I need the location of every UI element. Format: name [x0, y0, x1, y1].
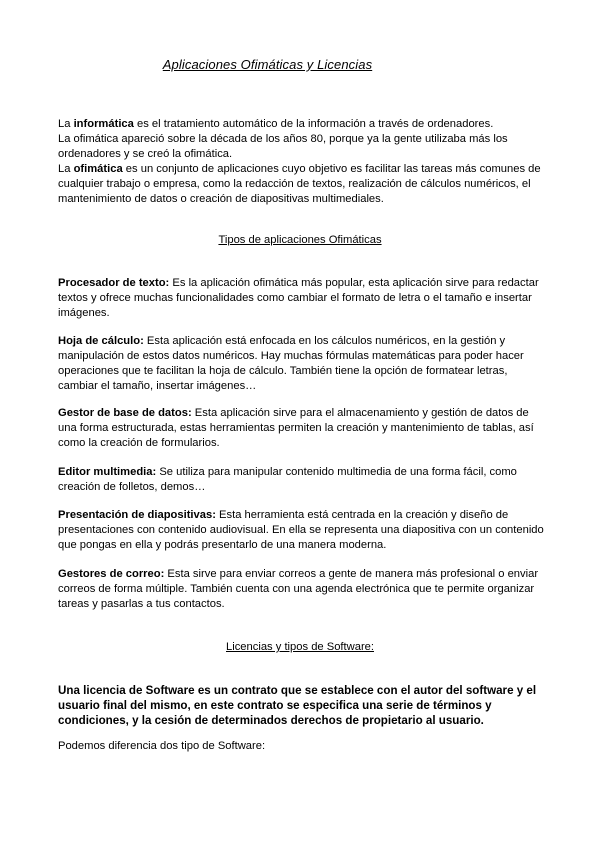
software-types-intro: Podemos diferencia dos tipo de Software: — [58, 740, 266, 752]
intro-block — [58, 117, 548, 207]
intro-p1-text: es el tratamiento automático de la información a través de ordenadores. — [133, 118, 494, 130]
section-mail-managers — [58, 567, 548, 612]
section-word-processor — [58, 276, 548, 321]
section-text: Esta herramienta está centrada en la creación y diseño de presentaciones con contenido audiovisual. En ella se representa una diapositiva con un contenido que pongas en ella y podrás presentarlo de una manera moderna. — [58, 509, 544, 551]
section-multimedia-editor — [58, 465, 548, 495]
intro-p3-prefix: La — [58, 163, 74, 175]
section-text: Se utiliza para manipular contenido multimedia de una forma fácil, como creación de folletos, demos… — [58, 466, 517, 493]
document-title-text: Aplicaciones Ofimáticas y Licencias — [162, 57, 373, 72]
intro-paragraph-1 — [58, 117, 548, 132]
section-text: Esta sirve para enviar correos a gente de manera más profesional o enviar correos de forma múltiple. También cuenta con una agenda electrónica que te permite organizar tareas y pasarlas a tus contactos. — [58, 568, 539, 610]
intro-paragraph-3 — [58, 162, 548, 207]
section-term: Hoja de cálculo: — [58, 335, 144, 347]
heading-licenses: Licencias y tipos de Software: — [226, 641, 374, 653]
section-text: Es la aplicación ofimática más popular, esta aplicación sirve para redactar textos y ofrece muchas funcionalidades como cambiar el formato de letra o el tamaño e insertar imágenes. — [58, 277, 539, 319]
heading-application-types: Tipos de aplicaciones Ofimáticas — [218, 234, 382, 246]
intro-p3-term: ofimática — [73, 163, 123, 175]
section-term: Presentación de diapositivas: — [58, 509, 216, 521]
section-text: Esta aplicación está enfocada en los cálculos numéricos, en la gestión y manipulación de estos datos numéricos. Hay muchas fórmulas matemáticas para poder hacer operaciones que te facilitan la hoja de cálculo. También tiene la opción de formatear letras, cambiar el tamaño, insertar imágenes… — [58, 335, 524, 392]
section-database-manager — [58, 406, 548, 451]
intro-p3-text: es un conjunto de aplicaciones cuyo objetivo es facilitar las tareas más comunes de cualquier trabajo o empresa, como la redacción de textos, realización de cálculos numéricos, el mantenimiento de datos o creación de diapositivas multimediales. — [58, 163, 541, 205]
section-term: Editor multimedia: — [58, 466, 157, 478]
intro-p1-term: informática — [73, 118, 134, 130]
section-spreadsheet — [58, 334, 548, 394]
license-definition: Una licencia de Software es un contrato que se establece con el autor del software y el usuario final del mismo, en este contrato se especifica una serie de términos y condiciones, y la cesión de determinados derechos de propietario al usuario. — [58, 684, 537, 727]
document-title — [0, 57, 600, 72]
section-term: Procesador de texto: — [58, 277, 170, 289]
section-text: Esta aplicación sirve para el almacenamiento y gestión de datos de una forma estructurada, estas herramientas permiten la creación y mantenimiento de tablas, así como la creación de formularios. — [58, 407, 534, 449]
intro-p1-prefix: La — [58, 118, 74, 130]
section-term: Gestor de base de datos: — [58, 407, 192, 419]
section-term: Gestores de correo: — [58, 568, 165, 580]
intro-paragraph-2: La ofimática apareció sobre la década de los años 80, porque ya la gente utilizaba más los ordenadores y se creó la ofimática. — [58, 133, 508, 160]
section-slide-presentation — [58, 508, 548, 553]
